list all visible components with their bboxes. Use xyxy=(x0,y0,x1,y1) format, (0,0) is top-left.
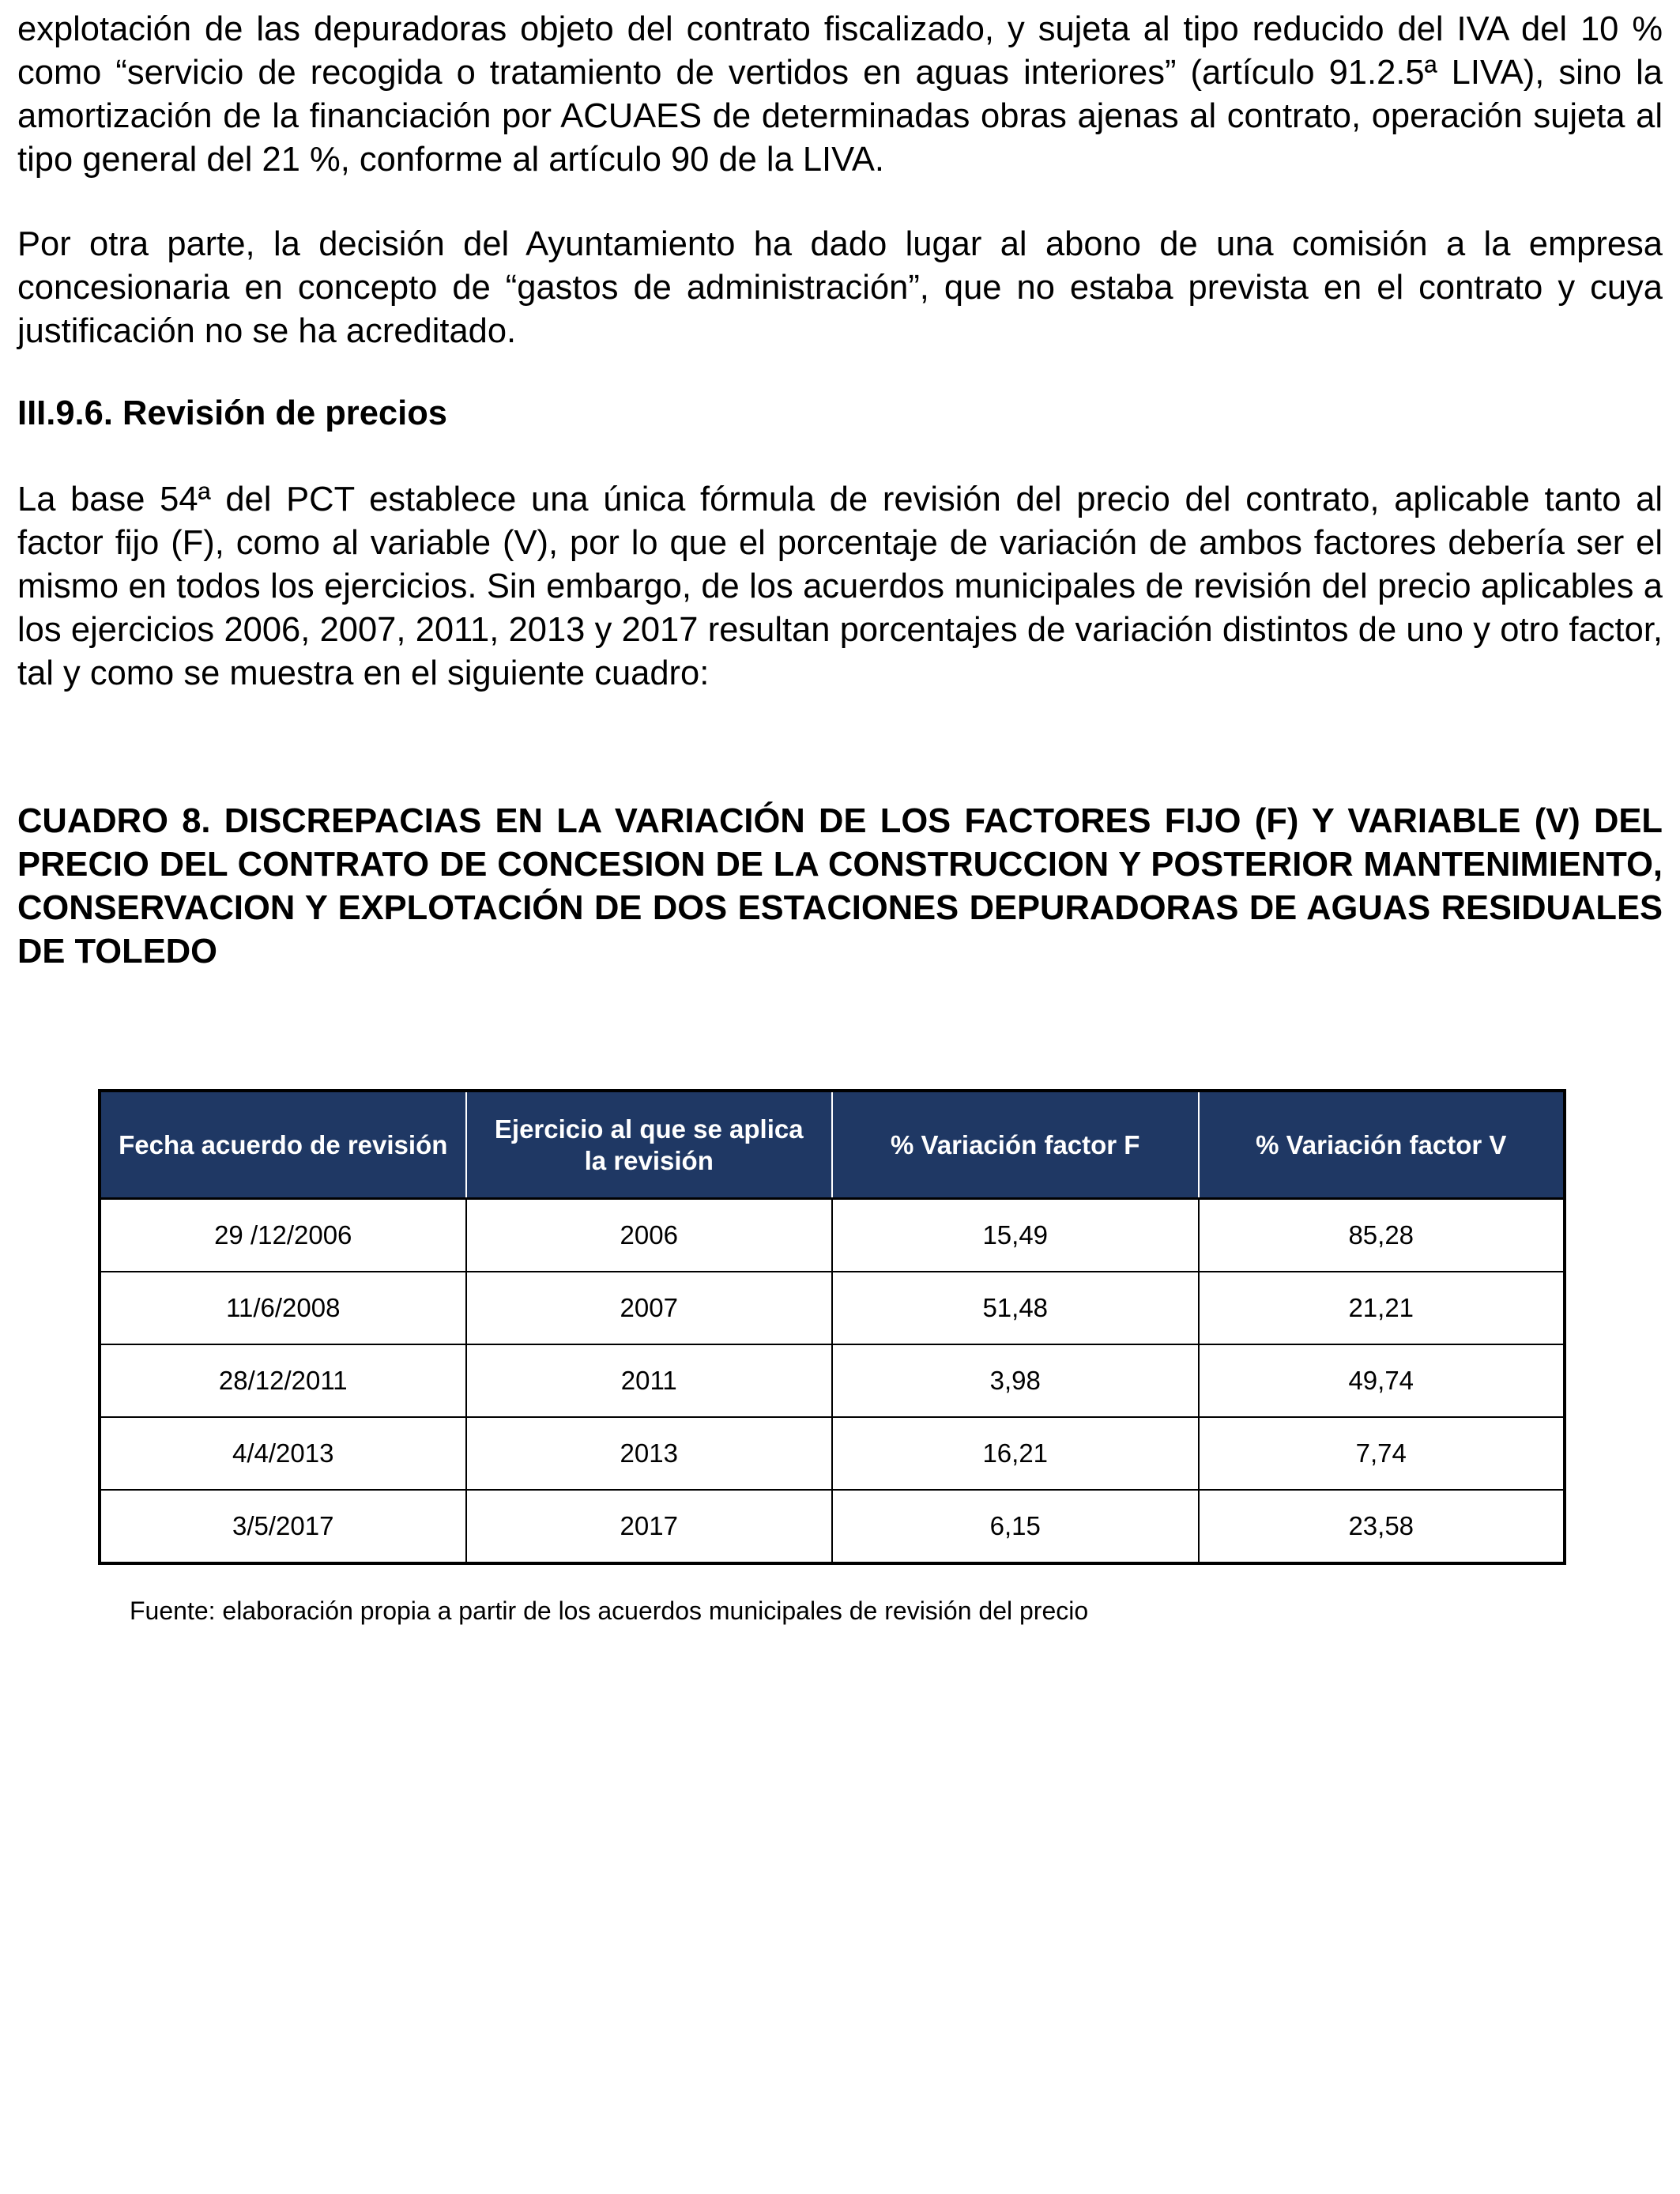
paragraph-iva: explotación de las depuradoras objeto del contrato fiscalizado, y sujeta al tipo reducido del IVA del 10 % como “servicio de recogida o tratamiento de vertidos en aguas interiores” (artículo 91.2.5ª LIVA), sino la amortización de la financiación por ACUAES de determinadas obras ajenas al contrato, operación sujeta al tipo general del 21 %, conforme al artículo 90 de la LIVA. xyxy=(17,10,1663,179)
paragraph-gastos-administracion: Por otra parte, la decisión del Ayuntamiento ha dado lugar al abono de una comisión a la empresa concesionaria en concepto de “gastos de administración”, que no estaba prevista en el contrato y cuya justificación no se ha acreditado. xyxy=(17,225,1663,350)
cell-ejercicio: 2013 xyxy=(466,1417,833,1490)
price-variation-table xyxy=(98,1089,1566,1565)
cell-variacion-v: 85,28 xyxy=(1199,1199,1565,1272)
cell-variacion-v: 23,58 xyxy=(1199,1490,1565,1563)
cell-fecha: 4/4/2013 xyxy=(100,1417,466,1490)
table-row xyxy=(100,1199,1565,1272)
cell-ejercicio: 2006 xyxy=(466,1199,833,1272)
cell-variacion-f: 6,15 xyxy=(832,1490,1199,1563)
cell-variacion-f: 3,98 xyxy=(832,1344,1199,1417)
cell-variacion-v: 21,21 xyxy=(1199,1272,1565,1344)
cell-ejercicio: 2017 xyxy=(466,1490,833,1563)
cell-variacion-f: 15,49 xyxy=(832,1199,1199,1272)
table-container xyxy=(98,1089,1566,1565)
cell-variacion-f: 16,21 xyxy=(832,1417,1199,1490)
cell-ejercicio: 2011 xyxy=(466,1344,833,1417)
header-variacion-v: % Variación factor V xyxy=(1199,1091,1565,1199)
cell-variacion-f: 51,48 xyxy=(832,1272,1199,1344)
header-variacion-f: % Variación factor F xyxy=(832,1091,1199,1199)
cell-variacion-v: 49,74 xyxy=(1199,1344,1565,1417)
table-caption: CUADRO 8. DISCREPACIAS EN LA VARIACIÓN DE LOS FACTORES FIJO (F) Y VARIABLE (V) DEL PRECIO DEL CONTRATO DE CONCESION DE LA CONSTRUCCION Y POSTERIOR MANTENIMIENTO, CONSERVACION Y EXPLOTACIÓN DE DOS ESTACIONES DEPURADORAS DE AGUAS RESIDUALES DE TOLEDO xyxy=(17,802,1663,971)
cell-fecha: 29 /12/2006 xyxy=(100,1199,466,1272)
cell-fecha: 11/6/2008 xyxy=(100,1272,466,1344)
header-ejercicio: Ejercicio al que se aplica la revisión xyxy=(466,1091,833,1199)
table-row xyxy=(100,1490,1565,1563)
source-note: Fuente: elaboración propia a partir de los acuerdos municipales de revisión del precio xyxy=(130,1596,1089,1625)
paragraph-revision-precios: La base 54ª del PCT establece una única fórmula de revisión del precio del contrato, aplicable tanto al factor fijo (F), como al variable (V), por lo que el porcentaje de variación de ambos factores debería ser el mismo en todos los ejercicios. Sin embargo, de los acuerdos municipales de revisión del precio aplicables a los ejercicios 2006, 2007, 2011, 2013 y 2017 resultan porcentajes de variación distintos de uno y otro factor, tal y como se muestra en el siguiente cuadro: xyxy=(17,481,1663,692)
cell-variacion-v: 7,74 xyxy=(1199,1417,1565,1490)
cell-fecha: 28/12/2011 xyxy=(100,1344,466,1417)
table-header-row xyxy=(100,1091,1565,1199)
table-row xyxy=(100,1344,1565,1417)
section-heading: III.9.6. Revisión de precios xyxy=(17,394,447,432)
table-row xyxy=(100,1417,1565,1490)
cell-fecha: 3/5/2017 xyxy=(100,1490,466,1563)
header-fecha-acuerdo: Fecha acuerdo de revisión xyxy=(100,1091,466,1199)
table-row xyxy=(100,1272,1565,1344)
cell-ejercicio: 2007 xyxy=(466,1272,833,1344)
